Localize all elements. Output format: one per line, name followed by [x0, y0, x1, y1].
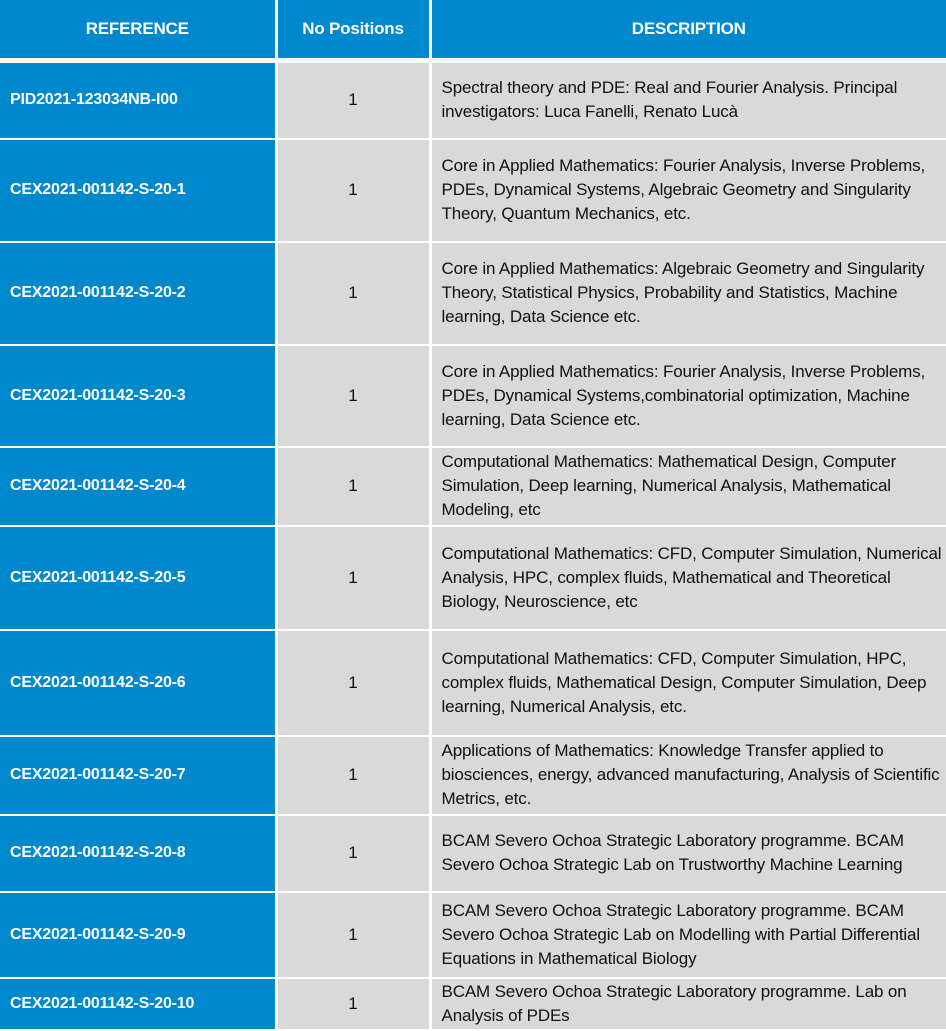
reference-cell: CEX2021-001142-S-20-3 — [0, 345, 276, 447]
positions-cell: 1 — [276, 61, 430, 139]
table-row — [0, 526, 946, 630]
positions-cell: 1 — [276, 978, 430, 1030]
description-cell: BCAM Severo Ochoa Strategic Laboratory programme. BCAM Severo Ochoa Strategic Lab on Trustworthy Machine Learning — [430, 815, 946, 892]
description-cell: Computational Mathematics: Mathematical Design, Computer Simulation, Deep learning, Numerical Analysis, Mathematical Modeling, etc — [430, 447, 946, 526]
description-cell: BCAM Severo Ochoa Strategic Laboratory programme. BCAM Severo Ochoa Strategic Lab on Modelling with Partial Differential Equations in Mathematical Biology — [430, 892, 946, 978]
reference-cell: CEX2021-001142-S-20-6 — [0, 630, 276, 736]
table-row — [0, 61, 946, 139]
description-cell: Computational Mathematics: CFD, Computer Simulation, HPC, complex fluids, Mathematical Design, Computer Simulation, Deep learning, Numerical Analysis, etc. — [430, 630, 946, 736]
positions-cell: 1 — [276, 242, 430, 345]
table-row — [0, 892, 946, 978]
positions-cell: 1 — [276, 526, 430, 630]
description-cell: Applications of Mathematics: Knowledge Transfer applied to biosciences, energy, advanced manufacturing, Analysis of Scientific Metrics, etc. — [430, 736, 946, 815]
reference-cell: CEX2021-001142-S-20-8 — [0, 815, 276, 892]
positions-cell: 1 — [276, 736, 430, 815]
table-row — [0, 139, 946, 242]
header-positions: No Positions — [276, 0, 430, 61]
reference-cell: CEX2021-001142-S-20-5 — [0, 526, 276, 630]
description-cell: Computational Mathematics: CFD, Computer Simulation, Numerical Analysis, HPC, complex fluids, Mathematical and Theoretical Biology, Neuroscience, etc — [430, 526, 946, 630]
table-row — [0, 447, 946, 526]
table-row — [0, 630, 946, 736]
positions-cell: 1 — [276, 345, 430, 447]
table-row — [0, 242, 946, 345]
header-description: DESCRIPTION — [430, 0, 946, 61]
reference-cell: CEX2021-001142-S-20-7 — [0, 736, 276, 815]
reference-cell: CEX2021-001142-S-20-2 — [0, 242, 276, 345]
reference-cell: PID2021-123034NB-I00 — [0, 61, 276, 139]
positions-cell: 1 — [276, 892, 430, 978]
header-reference: REFERENCE — [0, 0, 276, 61]
table-row — [0, 736, 946, 815]
positions-cell: 1 — [276, 139, 430, 242]
reference-cell: CEX2021-001142-S-20-9 — [0, 892, 276, 978]
header-row — [0, 0, 946, 61]
description-cell: Core in Applied Mathematics: Algebraic Geometry and Singularity Theory, Statistical Physics, Probability and Statistics, Machine learning, Data Science etc. — [430, 242, 946, 345]
description-cell: Core in Applied Mathematics: Fourier Analysis, Inverse Problems, PDEs, Dynamical Systems, Algebraic Geometry and Singularity Theory, Quantum Mechanics, etc. — [430, 139, 946, 242]
positions-cell: 1 — [276, 630, 430, 736]
description-cell: Core in Applied Mathematics: Fourier Analysis, Inverse Problems, PDEs, Dynamical Systems,combinatorial optimization, Machine learning, Data Science etc. — [430, 345, 946, 447]
description-cell: BCAM Severo Ochoa Strategic Laboratory programme. Lab on Analysis of PDEs — [430, 978, 946, 1030]
reference-cell: CEX2021-001142-S-20-4 — [0, 447, 276, 526]
reference-cell: CEX2021-001142-S-20-10 — [0, 978, 276, 1030]
description-cell: Spectral theory and PDE: Real and Fourier Analysis. Principal investigators: Luca Fanelli, Renato Lucà — [430, 61, 946, 139]
reference-cell: CEX2021-001142-S-20-1 — [0, 139, 276, 242]
table-row — [0, 345, 946, 447]
positions-cell: 1 — [276, 815, 430, 892]
table-row — [0, 815, 946, 892]
table-row — [0, 978, 946, 1030]
positions-cell: 1 — [276, 447, 430, 526]
